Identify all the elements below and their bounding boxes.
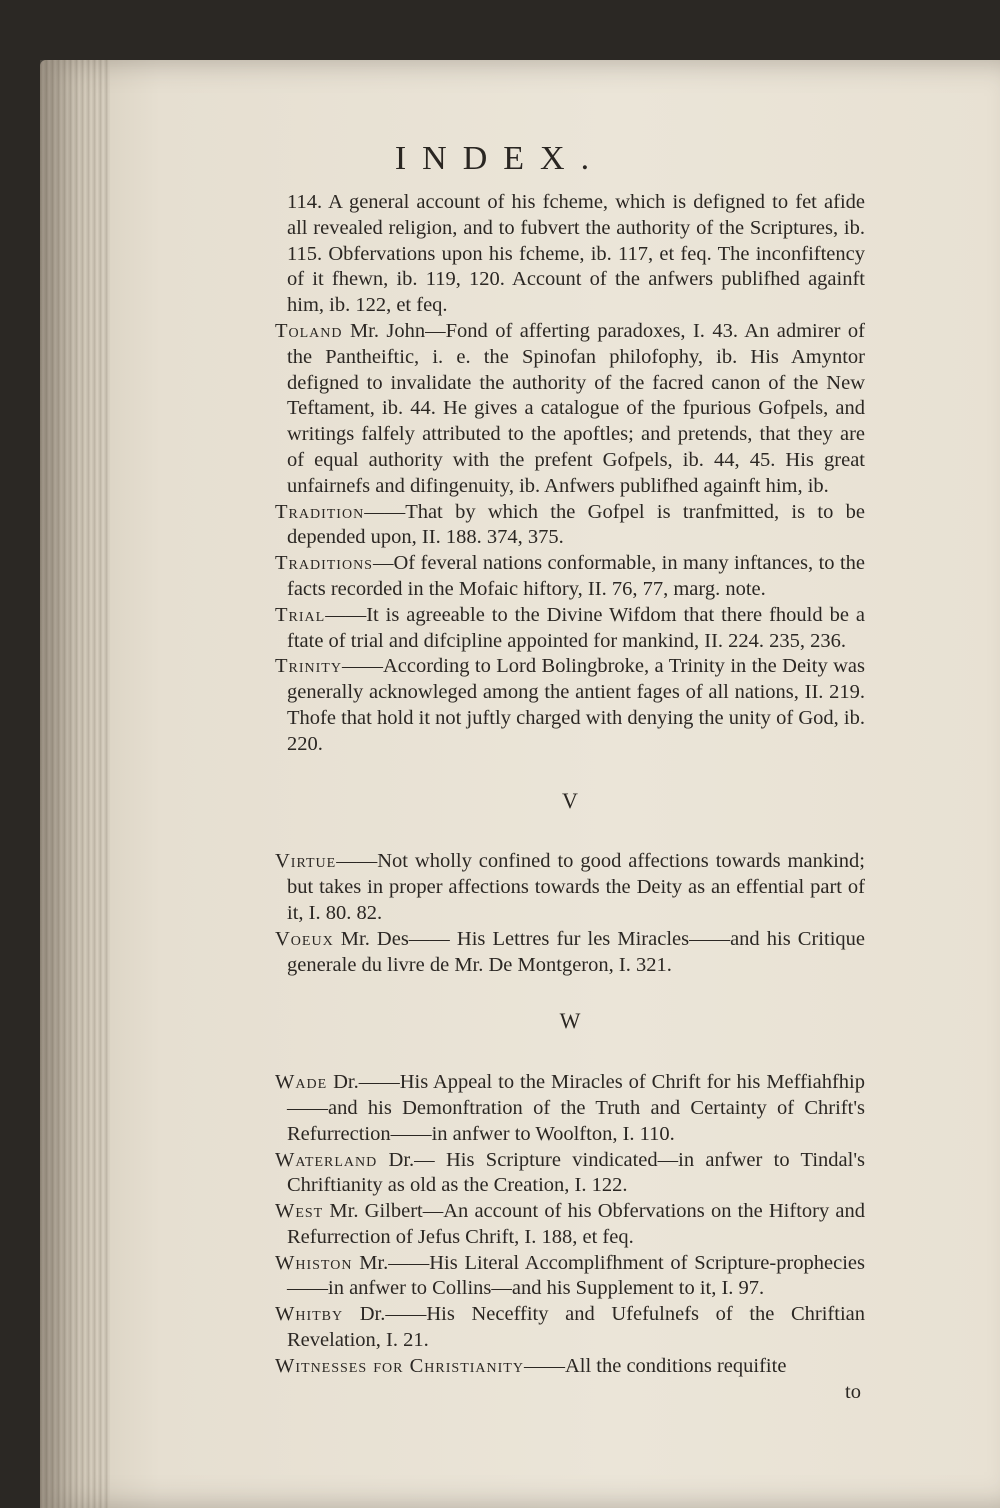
index-entry-wade: Wade Dr.——His Appeal to the Miracles of Chrift for his Meffiahfhip——and his Demonftration of the Truth and Certainty of Chrift's Refurrection——in anfwer to Woolfton, I. 110.	[275, 1071, 865, 1145]
index-entry-trinity: Trinity——According to Lord Bolingbroke, a Trinity in the Deity was generally acknowleged among the antient fages of all nations, II. 219. Thofe that hold it not juftly charged with denying the unity of God, ib. 220.	[275, 655, 865, 755]
index-entry-trial: Trial——It is agreeable to the Divine Wifdom that there fhould be a ftate of trial and difcipline appointed for mankind, II. 224. 235, 236.	[275, 603, 865, 652]
index-entry-tradition: Tradition——That by which the Gofpel is tranfmitted, is to be depended upon, II. 188. 374, 375.	[275, 500, 865, 549]
catchword: to	[845, 1380, 861, 1403]
index-entry-continuation: 114. A general account of his fcheme, which is defigned to fet afide all revealed religion, and to fubvert the authority of the Scriptures, ib. 115. Obfervations upon his fcheme, ib. 117, et feq. The inconfiftency of it fhewn, ib. 119, 120. Account of the anfwers publifhed againft him, ib. 122, et feq.	[287, 191, 865, 317]
index-text	[275, 190, 865, 1405]
index-entry-virtue: Virtue——Not wholly confined to good affections towards mankind; but takes in proper affections towards the Deity as an effential part of it, I. 80. 82.	[275, 850, 865, 924]
page-header: INDEX.	[394, 140, 606, 177]
index-entry-waterland: Waterland Dr.— His Scripture vindicated—in anfwer to Tindal's Chriftianity as old as the Creation, I. 122.	[275, 1148, 865, 1197]
index-entry-west: West Mr. Gilbert—An account of his Obfervations on the Hiftory and Refurrection of Jefus Chrift, I. 188, et feq.	[275, 1200, 865, 1248]
index-entry-voeux: Voeux Mr. Des—— His Lettres fur les Miracles——and his Critique generale du livre de Mr. De Montgeron, I. 321.	[275, 927, 865, 976]
page-edges	[40, 60, 110, 1508]
index-entry-toland: Toland Mr. John—Fond of afferting paradoxes, I. 43. An admirer of the Pantheiftic, i. e. the Spinofan philofophy, ib. His Amyntor defigned to invalidate the authority of the facred canon of the New Teftament, ib. 44. He gives a catalogue of the fpurious Gofpels, and writings falfely attributed to the apoftles; and pretends, that they are of equal authority with the prefent Gofpels, ib. 44, 45. His great unfairnefs and difingenuity, ib. Anfwers publifhed againft him, ib.	[275, 319, 865, 497]
index-entry-witnesses: Witnesses for Christianity——All the conditions requifite	[275, 1354, 787, 1377]
section-letter-v: V	[562, 787, 578, 813]
section-letter-w: W	[559, 1008, 581, 1034]
index-entry-traditions: Traditions—Of feveral nations conformable, in many inftances, to the facts recorded in the Mofaic hiftory, II. 76, 77, marg. note.	[275, 552, 865, 600]
index-entry-whiston: Whiston Mr.——His Literal Accomplifhment of Scripture-prophecies ——in anfwer to Collins—and his Supplement to it, I. 97.	[275, 1251, 865, 1300]
index-entry-whitby: Whitby Dr.——His Neceffity and Ufefulnefs of the Chriftian Revelation, I. 21.	[275, 1303, 865, 1352]
